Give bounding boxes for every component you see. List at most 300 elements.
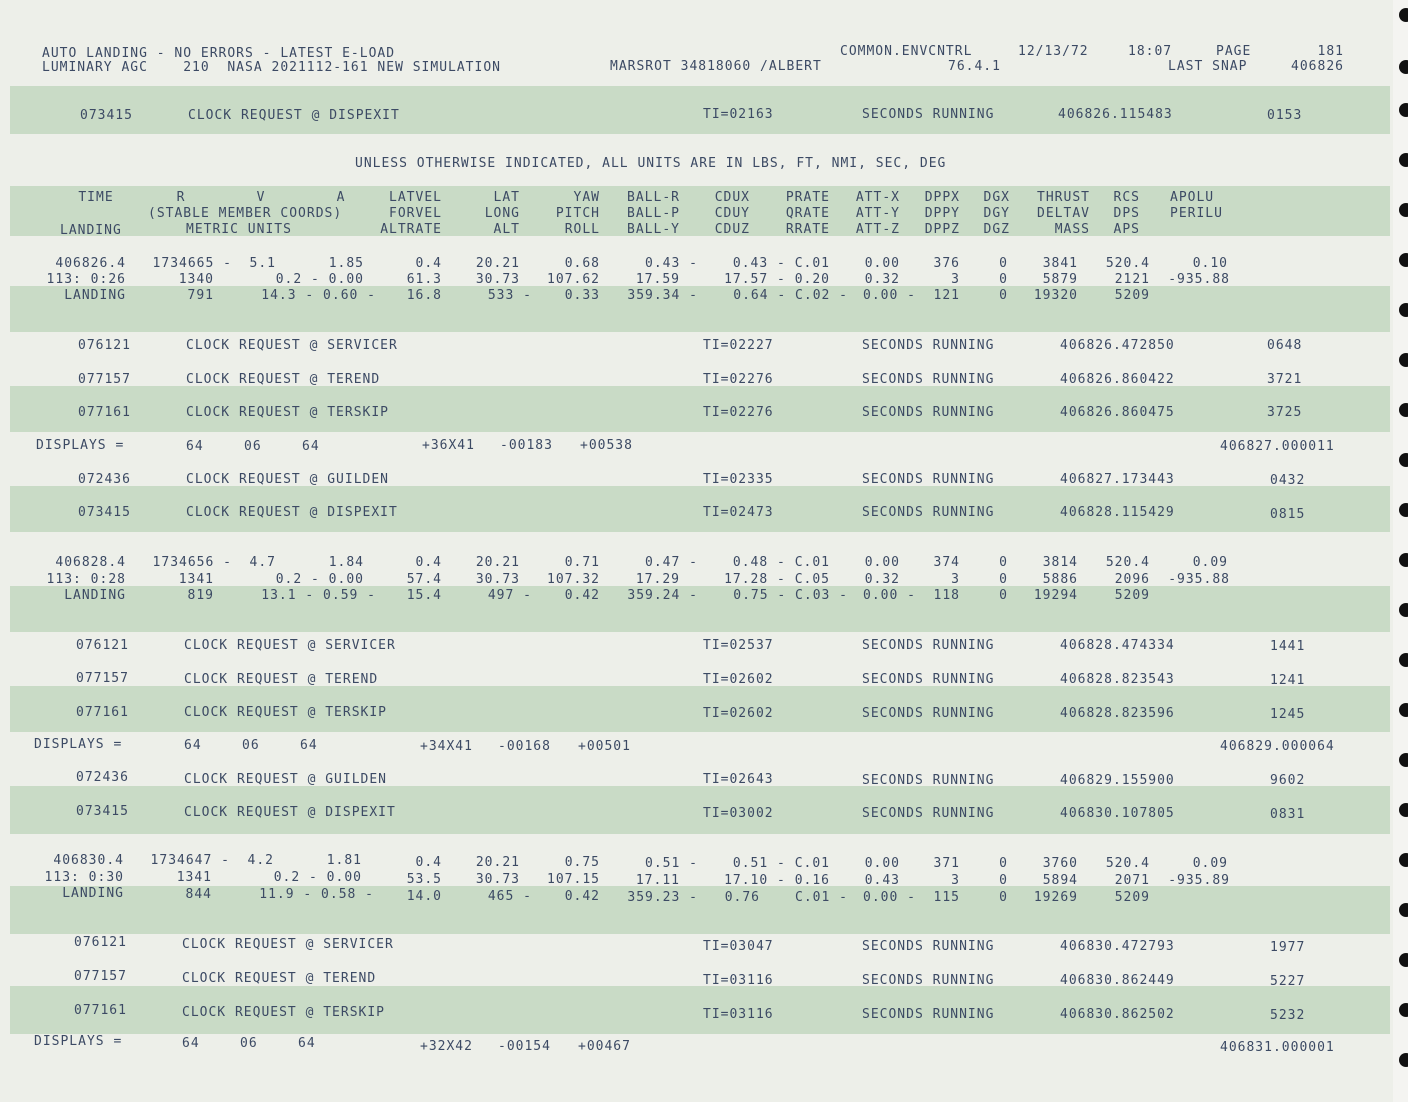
data-cell: 0.4 xyxy=(415,555,442,570)
feed-hole-icon xyxy=(1399,903,1408,917)
data-cell: 113: 0:28 xyxy=(46,572,126,587)
feed-hole-icon xyxy=(1399,953,1408,967)
clock-address: 077157 xyxy=(76,671,129,686)
data-cell: 113: 0:26 xyxy=(46,272,126,287)
data-cell: 0 xyxy=(999,256,1008,271)
data-cell: 0.00 xyxy=(864,856,900,871)
clock-address: 076121 xyxy=(78,338,131,353)
data-cell: 533 - xyxy=(487,288,532,303)
data-cell: 0.43 - xyxy=(645,256,698,271)
data-cell: 1734665 - xyxy=(152,256,232,271)
data-cell: 0.2 - 0.00 xyxy=(273,870,362,885)
data-cell: 5.1 xyxy=(249,256,276,271)
displays-time: 406827.000011 xyxy=(1220,439,1335,454)
clock-label: CLOCK REQUEST @ TEREND xyxy=(186,372,381,387)
clock-code: 3725 xyxy=(1267,405,1303,420)
col-header: DGX xyxy=(983,190,1010,205)
col-header: METRIC UNITS xyxy=(186,222,292,237)
clock-running-label: SECONDS RUNNING xyxy=(862,806,995,821)
feed-hole-icon xyxy=(1399,8,1408,22)
header-page-number: 181 xyxy=(1317,44,1344,59)
data-cell: LANDING xyxy=(62,886,124,901)
clock-ti: TI=02276 xyxy=(703,405,774,420)
displays-label: DISPLAYS = xyxy=(34,737,123,752)
data-cell: 520.4 xyxy=(1105,256,1150,271)
data-cell: 0.42 xyxy=(564,889,600,904)
clock-address: 077161 xyxy=(76,705,129,720)
clock-address: 073415 xyxy=(78,505,131,520)
feed-hole-icon xyxy=(1399,353,1408,367)
data-cell: 3 xyxy=(951,572,960,587)
clock-ti: TI=03002 xyxy=(703,806,774,821)
data-cell: 5209 xyxy=(1114,288,1150,303)
feed-hole-icon xyxy=(1399,253,1408,267)
clock-seconds: 406830.107805 xyxy=(1060,806,1175,821)
clock-ti: TI=02227 xyxy=(703,338,774,353)
col-header: ALT xyxy=(493,222,520,237)
data-cell: 61.3 xyxy=(406,272,442,287)
data-cell: 0 xyxy=(999,890,1008,905)
data-cell: 4.7 xyxy=(249,555,276,570)
feed-hole-icon xyxy=(1399,60,1408,74)
col-header: CDUZ xyxy=(714,222,750,237)
data-cell: 53.5 xyxy=(406,872,442,887)
data-cell: 17.57 - 0.20 xyxy=(724,272,830,287)
data-cell: 2121 xyxy=(1114,272,1150,287)
data-cell: 15.4 xyxy=(406,588,442,603)
col-header: A xyxy=(336,190,346,205)
clock-running-label: SECONDS RUNNING xyxy=(862,472,995,487)
data-cell: 0.32 xyxy=(864,272,900,287)
data-cell: 5209 xyxy=(1114,890,1150,905)
col-header: MASS xyxy=(1054,222,1090,237)
data-cell: 0 xyxy=(999,288,1008,303)
data-cell: 17.28 - C.05 xyxy=(724,572,830,587)
clock-label: CLOCK REQUEST @ TERSKIP xyxy=(186,405,390,420)
data-cell: 1.81 xyxy=(326,853,362,868)
col-header: LONG xyxy=(484,206,520,221)
col-header: FORVEL xyxy=(389,206,442,221)
displays-value: 64 xyxy=(184,738,202,753)
header-subtitle: LUMINARY AGC 210 NASA 2021112-161 NEW SIMULATION xyxy=(42,60,501,75)
clock-code: 0648 xyxy=(1267,338,1303,353)
clock-address: 077157 xyxy=(78,372,131,387)
data-cell: 17.11 xyxy=(635,873,680,888)
header-snap-label: LAST SNAP xyxy=(1168,59,1248,74)
feed-hole-icon xyxy=(1399,303,1408,317)
data-cell: 118 xyxy=(933,588,960,603)
clock-address: 073415 xyxy=(76,804,129,819)
clock-running-label: SECONDS RUNNING xyxy=(862,405,995,420)
feed-hole-icon xyxy=(1399,503,1408,517)
clock-label: CLOCK REQUEST @ TEREND xyxy=(182,971,377,986)
clock-running-label: SECONDS RUNNING xyxy=(862,973,995,988)
col-header: LATVEL xyxy=(389,190,442,205)
col-header: APS xyxy=(1113,222,1140,237)
data-cell: 20.21 xyxy=(475,256,520,271)
clock-ti: TI=02276 xyxy=(703,372,774,387)
data-cell: 121 xyxy=(933,288,960,303)
data-cell: 5894 xyxy=(1042,873,1078,888)
data-cell: 0.00 xyxy=(864,256,900,271)
clock-label: CLOCK REQUEST @ SERVICER xyxy=(184,638,396,653)
col-header: BALL-R xyxy=(627,190,680,205)
col-header: ATT-Y xyxy=(855,206,900,221)
displays-value: 64 xyxy=(182,1036,200,1051)
col-header: DGY xyxy=(983,206,1010,221)
clock-label: CLOCK REQUEST @ DISPEXIT xyxy=(186,505,398,520)
clock-seconds: 406828.823543 xyxy=(1060,672,1175,687)
col-header: DELTAV xyxy=(1037,206,1090,221)
data-cell: 520.4 xyxy=(1105,555,1150,570)
data-cell: 406826.4 xyxy=(55,256,126,271)
data-cell: -935.89 xyxy=(1168,873,1230,888)
col-header: LANDING xyxy=(60,223,122,238)
displays-value: 06 xyxy=(242,738,260,753)
data-cell: 0.42 xyxy=(564,588,600,603)
data-cell: 0.71 xyxy=(564,555,600,570)
clock-seconds: 406826.115483 xyxy=(1058,107,1173,122)
data-cell: 0.00 xyxy=(864,555,900,570)
data-cell: 4.2 xyxy=(247,853,274,868)
data-cell: 2096 xyxy=(1114,572,1150,587)
col-header: RCS xyxy=(1113,190,1140,205)
col-header: DGZ xyxy=(983,222,1010,237)
data-cell: 1734656 - xyxy=(152,555,232,570)
clock-address: 073415 xyxy=(80,108,133,123)
data-cell: 17.10 - 0.16 xyxy=(724,873,830,888)
displays-value: +00501 xyxy=(578,739,631,754)
data-cell: LANDING xyxy=(64,288,126,303)
data-cell: 5209 xyxy=(1114,588,1150,603)
clock-label: CLOCK REQUEST @ TERSKIP xyxy=(182,1005,386,1020)
data-cell: 17.59 xyxy=(635,272,680,287)
clock-seconds: 406826.860422 xyxy=(1060,372,1175,387)
col-header: DPS xyxy=(1113,206,1140,221)
clock-ti: TI=03047 xyxy=(703,939,774,954)
feed-hole-icon xyxy=(1399,103,1408,117)
feed-hole-icon xyxy=(1399,453,1408,467)
clock-label: CLOCK REQUEST @ TEREND xyxy=(184,672,379,687)
clock-code: 1245 xyxy=(1270,707,1306,722)
clock-running-label: SECONDS RUNNING xyxy=(862,372,995,387)
col-header: THRUST xyxy=(1037,190,1090,205)
data-cell: 0.00 - xyxy=(863,288,916,303)
data-cell: 0.32 xyxy=(864,572,900,587)
data-cell: 0.2 - 0.00 xyxy=(275,572,364,587)
data-cell: 0.48 - C.01 xyxy=(732,555,830,570)
displays-value: 64 xyxy=(298,1036,316,1051)
data-cell: 791 xyxy=(187,288,214,303)
data-cell: 376 xyxy=(933,256,960,271)
clock-ti: TI=02537 xyxy=(703,638,774,653)
displays-value: 06 xyxy=(240,1036,258,1051)
data-cell: 0.00 - xyxy=(863,588,916,603)
data-cell: 20.21 xyxy=(475,555,520,570)
displays-value: -00154 xyxy=(498,1039,551,1054)
clock-ti: TI=03116 xyxy=(703,1007,774,1022)
data-cell: -935.88 xyxy=(1168,272,1230,287)
clock-label: CLOCK REQUEST @ GUILDEN xyxy=(184,772,388,787)
data-cell: 0.2 - 0.00 xyxy=(275,272,364,287)
clock-seconds: 406826.472850 xyxy=(1060,338,1175,353)
clock-running-label: SECONDS RUNNING xyxy=(862,939,995,954)
clock-ti: TI=03116 xyxy=(703,973,774,988)
col-header: CDUY xyxy=(714,206,750,221)
clock-seconds: 406827.173443 xyxy=(1060,472,1175,487)
col-header: ALTRATE xyxy=(380,222,442,237)
header-version: 76.4.1 xyxy=(948,59,1001,74)
data-cell: 465 - xyxy=(487,889,532,904)
displays-value: -00183 xyxy=(500,438,553,453)
header-title: AUTO LANDING - NO ERRORS - LATEST E-LOAD xyxy=(42,46,396,61)
data-cell: LANDING xyxy=(64,588,126,603)
col-header: DPPZ xyxy=(924,222,960,237)
clock-code: 0815 xyxy=(1270,507,1306,522)
displays-value: +32X42 xyxy=(420,1039,473,1054)
data-cell: 0.51 - xyxy=(645,856,698,871)
data-cell: 0 xyxy=(999,856,1008,871)
data-cell: 1340 xyxy=(178,272,214,287)
header-module: COMMON.ENVCNTRL xyxy=(840,44,973,59)
clock-seconds: 406826.860475 xyxy=(1060,405,1175,420)
col-header: CDUX xyxy=(714,190,750,205)
clock-label: CLOCK REQUEST @ DISPEXIT xyxy=(188,108,400,123)
displays-value: +34X41 xyxy=(420,739,473,754)
header-snap-number: 406826 xyxy=(1291,59,1344,74)
col-header: ATT-Z xyxy=(855,222,900,237)
clock-seconds: 406828.115429 xyxy=(1060,505,1175,520)
data-cell: 1.85 xyxy=(328,256,364,271)
clock-seconds: 406828.474334 xyxy=(1060,638,1175,653)
data-cell: 3 xyxy=(951,873,960,888)
clock-seconds: 406829.155900 xyxy=(1060,773,1175,788)
clock-seconds: 406830.472793 xyxy=(1060,939,1175,954)
clock-label: CLOCK REQUEST @ GUILDEN xyxy=(186,472,390,487)
data-cell: 0.09 xyxy=(1192,555,1228,570)
data-cell: 0.76 xyxy=(724,890,760,905)
data-cell: 3814 xyxy=(1042,555,1078,570)
header-date: 12/13/72 xyxy=(1018,44,1089,59)
col-header: YAW xyxy=(573,190,600,205)
data-cell: 819 xyxy=(187,588,214,603)
displays-value: -00168 xyxy=(498,739,551,754)
clock-code: 3721 xyxy=(1267,372,1303,387)
col-header: TIME xyxy=(78,190,114,205)
clock-address: 076121 xyxy=(76,638,129,653)
data-cell: 0.4 xyxy=(415,256,442,271)
col-header: ATT-X xyxy=(855,190,900,205)
data-cell: 1341 xyxy=(176,870,212,885)
col-header: PERILU xyxy=(1170,206,1223,221)
clock-ti: TI=02602 xyxy=(703,706,774,721)
displays-value: 06 xyxy=(244,439,262,454)
feed-hole-icon xyxy=(1399,553,1408,567)
clock-label: CLOCK REQUEST @ SERVICER xyxy=(186,338,398,353)
data-cell: 0.4 xyxy=(415,855,442,870)
displays-value: 64 xyxy=(300,738,318,753)
data-cell: 1.84 xyxy=(328,555,364,570)
feed-hole-icon xyxy=(1399,803,1408,817)
clock-code: 1977 xyxy=(1270,940,1306,955)
col-header: (STABLE MEMBER COORDS) xyxy=(148,206,343,221)
clock-code: 1441 xyxy=(1270,639,1306,654)
data-cell: 17.29 xyxy=(635,572,680,587)
feed-hole-icon xyxy=(1399,203,1408,217)
displays-label: DISPLAYS = xyxy=(34,1034,123,1049)
data-cell: 20.21 xyxy=(475,855,520,870)
clock-running-label: SECONDS RUNNING xyxy=(862,672,995,687)
units-note: UNLESS OTHERWISE INDICATED, ALL UNITS ARE IN LBS, FT, NMI, SEC, DEG xyxy=(355,156,947,171)
data-cell: 0.47 - xyxy=(645,555,698,570)
data-cell: C.01 - xyxy=(795,890,848,905)
displays-value: 64 xyxy=(302,439,320,454)
clock-address: 076121 xyxy=(74,935,127,950)
data-cell: 374 xyxy=(933,555,960,570)
feed-hole-icon xyxy=(1399,753,1408,767)
col-header: PRATE xyxy=(785,190,830,205)
col-header: ROLL xyxy=(564,222,600,237)
data-cell: 0.75 xyxy=(564,855,600,870)
data-cell: -935.88 xyxy=(1168,572,1230,587)
clock-running-label: SECONDS RUNNING xyxy=(862,505,995,520)
feed-hole-icon xyxy=(1399,403,1408,417)
header-time: 18:07 xyxy=(1128,44,1173,59)
clock-ti: TI=02602 xyxy=(703,672,774,687)
displays-time: 406829.000064 xyxy=(1220,739,1335,754)
data-cell: 1341 xyxy=(178,572,214,587)
displays-label: DISPLAYS = xyxy=(36,438,125,453)
data-cell: 19269 xyxy=(1033,890,1078,905)
displays-value: +00467 xyxy=(578,1039,631,1054)
data-cell: 520.4 xyxy=(1105,856,1150,871)
data-cell: 0 xyxy=(999,873,1008,888)
clock-code: 9602 xyxy=(1270,773,1306,788)
clock-seconds: 406830.862449 xyxy=(1060,973,1175,988)
clock-code: 0432 xyxy=(1270,473,1306,488)
feed-hole-icon xyxy=(1399,853,1408,867)
clock-address: 077157 xyxy=(74,969,127,984)
col-header: PITCH xyxy=(555,206,600,221)
col-header: DPPY xyxy=(924,206,960,221)
clock-ti: TI=02163 xyxy=(703,107,774,122)
data-cell: 0.43 xyxy=(864,873,900,888)
data-cell: 497 - xyxy=(487,588,532,603)
clock-address: 072436 xyxy=(78,472,131,487)
data-cell: 30.73 xyxy=(475,572,520,587)
clock-ti: TI=02473 xyxy=(703,505,774,520)
header-page-label: PAGE xyxy=(1216,44,1252,59)
data-cell: 0 xyxy=(999,588,1008,603)
clock-code: 0153 xyxy=(1267,108,1303,123)
displays-value: +00538 xyxy=(580,438,633,453)
displays-value: 64 xyxy=(186,439,204,454)
col-header: R xyxy=(176,190,186,205)
data-cell: 107.15 xyxy=(547,872,600,887)
data-cell: 0.33 xyxy=(564,288,600,303)
data-cell: 13.1 - 0.59 - xyxy=(261,588,376,603)
data-cell: 0.43 - C.01 xyxy=(732,256,830,271)
data-cell: 359.24 - xyxy=(627,588,698,603)
clock-code: 1241 xyxy=(1270,673,1306,688)
clock-code: 5227 xyxy=(1270,974,1306,989)
data-cell: 16.8 xyxy=(406,288,442,303)
data-cell: 844 xyxy=(185,887,212,902)
data-cell: 0.10 xyxy=(1192,256,1228,271)
data-cell: 1734647 - xyxy=(150,853,230,868)
clock-running-label: SECONDS RUNNING xyxy=(862,773,995,788)
data-cell: 359.23 - xyxy=(627,890,698,905)
data-cell: 359.34 - xyxy=(627,288,698,303)
data-cell: 0 xyxy=(999,572,1008,587)
feed-hole-icon xyxy=(1399,653,1408,667)
clock-ti: TI=02335 xyxy=(703,472,774,487)
data-cell: 19294 xyxy=(1033,588,1078,603)
data-cell: 14.0 xyxy=(406,889,442,904)
data-cell: 0 xyxy=(999,272,1008,287)
clock-seconds: 406830.862502 xyxy=(1060,1007,1175,1022)
clock-ti: TI=02643 xyxy=(703,772,774,787)
data-cell: 107.62 xyxy=(547,272,600,287)
clock-running-label: SECONDS RUNNING xyxy=(862,638,995,653)
data-cell: 30.73 xyxy=(475,872,520,887)
data-cell: 371 xyxy=(933,856,960,871)
data-cell: 107.32 xyxy=(547,572,600,587)
clock-running-label: SECONDS RUNNING xyxy=(862,706,995,721)
displays-time: 406831.000001 xyxy=(1220,1040,1335,1055)
feed-hole-icon xyxy=(1399,1003,1408,1017)
data-cell: 11.9 - 0.58 - xyxy=(259,887,374,902)
data-cell: 406830.4 xyxy=(53,853,124,868)
data-cell: 0.75 - C.03 - xyxy=(733,588,848,603)
col-header: QRATE xyxy=(785,206,830,221)
clock-address: 077161 xyxy=(74,1003,127,1018)
data-cell: 3841 xyxy=(1042,256,1078,271)
clock-seconds: 406828.823596 xyxy=(1060,706,1175,721)
col-header: V xyxy=(256,190,266,205)
clock-running-label: SECONDS RUNNING xyxy=(862,338,995,353)
data-cell: 57.4 xyxy=(406,572,442,587)
feed-hole-icon xyxy=(1399,1053,1408,1067)
data-cell: 0.51 - C.01 xyxy=(732,856,830,871)
data-cell: 115 xyxy=(933,890,960,905)
col-header: RRATE xyxy=(785,222,830,237)
data-cell: 5886 xyxy=(1042,572,1078,587)
col-header: APOLU xyxy=(1170,190,1215,205)
clock-label: CLOCK REQUEST @ TERSKIP xyxy=(184,705,388,720)
col-header: LAT xyxy=(493,190,520,205)
feed-hole-icon xyxy=(1399,153,1408,167)
feed-hole-icon xyxy=(1399,703,1408,717)
data-cell: 30.73 xyxy=(475,272,520,287)
data-cell: 3760 xyxy=(1042,856,1078,871)
col-header: BALL-Y xyxy=(627,222,680,237)
col-header: DPPX xyxy=(924,190,960,205)
data-cell: 2071 xyxy=(1114,873,1150,888)
data-cell: 0.00 - xyxy=(863,890,916,905)
clock-address: 077161 xyxy=(78,405,131,420)
data-cell: 5879 xyxy=(1042,272,1078,287)
data-cell: 0 xyxy=(999,555,1008,570)
data-cell: 19320 xyxy=(1033,288,1078,303)
data-cell: 113: 0:30 xyxy=(44,870,124,885)
displays-value: +36X41 xyxy=(422,438,475,453)
clock-address: 072436 xyxy=(76,770,129,785)
col-header: BALL-P xyxy=(627,206,680,221)
data-cell: 14.3 - 0.60 - xyxy=(261,288,376,303)
data-cell: 406828.4 xyxy=(55,555,126,570)
data-cell: 3 xyxy=(951,272,960,287)
